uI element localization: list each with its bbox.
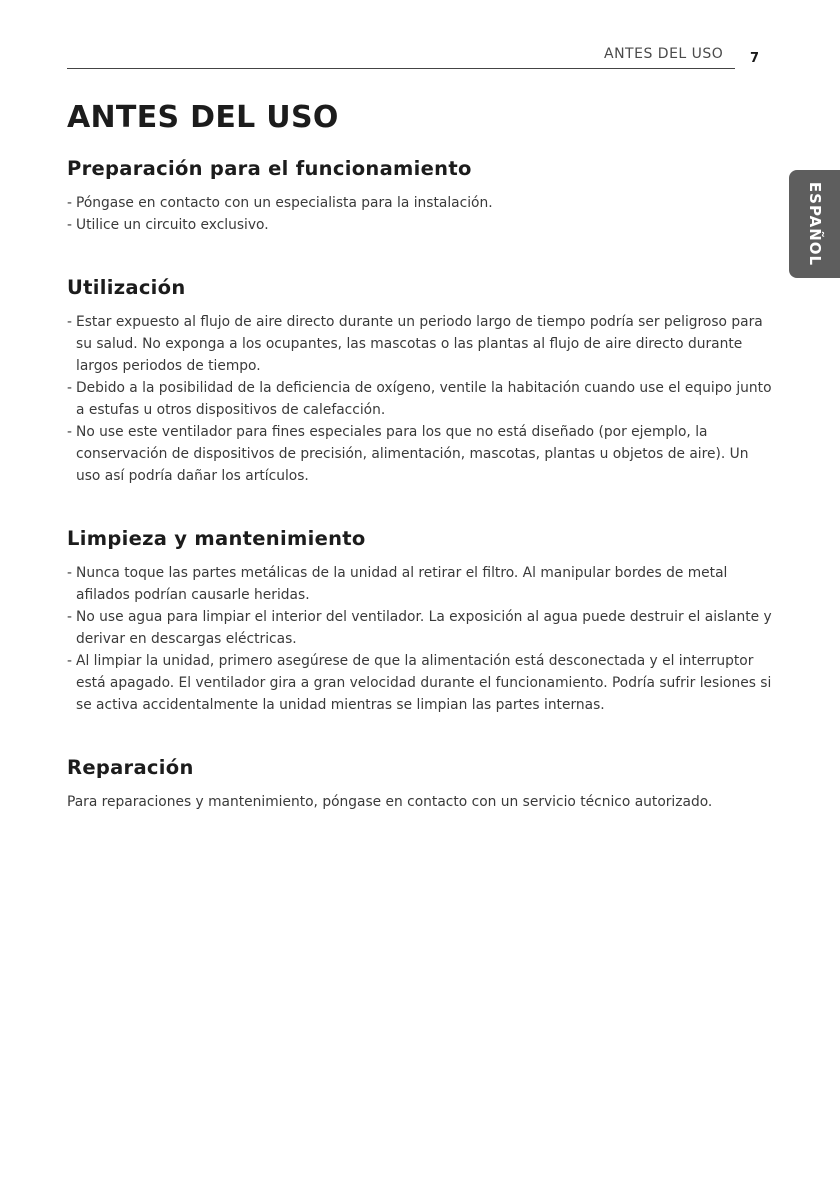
list-item: - No use este ventilador para fines especiales para los que no está diseñado (por ejemplo, la conservación de dispositivos de precisión, alimentación, mascotas, plantas u objetos de aire). Un uso así podría dañar los artículos. (67, 421, 773, 487)
page-number: 7 (750, 51, 760, 66)
section-heading: Preparación para el funcionamiento (67, 157, 472, 180)
page-content (67, 100, 773, 853)
running-header: ANTES DEL USO (604, 46, 724, 62)
section-reparacion (67, 756, 773, 813)
bullet-list (67, 562, 773, 716)
section-heading: Utilización (67, 276, 186, 299)
section-heading: Reparación (67, 756, 194, 779)
bullet-list (67, 311, 773, 487)
section-utilizacion (67, 276, 773, 487)
header-divider (67, 68, 735, 69)
list-item: - Debido a la posibilidad de la deficiencia de oxígeno, ventile la habitación cuando use el equipo junto a estufas u otros dispositivos de calefacción. (67, 377, 773, 421)
language-tab-label: ESPAÑOL (805, 181, 824, 267)
list-item: - Póngase en contacto con un especialista para la instalación. (67, 192, 773, 214)
page-title: ANTES DEL USO (67, 100, 339, 135)
list-item: - Al limpiar la unidad, primero asegúrese de que la alimentación está desconectada y el interruptor está apagado. El ventilador gira a gran velocidad durante el funcionamiento. Podría sufrir lesiones si se activa accidentalmente la unidad mientras se limpian las partes internas. (67, 650, 773, 716)
section-limpieza (67, 527, 773, 716)
paragraph: Para reparaciones y mantenimiento, póngase en contacto con un servicio técnico autorizado. (67, 794, 713, 810)
section-preparacion (67, 157, 773, 236)
language-tab (789, 170, 840, 278)
list-item: - Estar expuesto al flujo de aire directo durante un periodo largo de tiempo podría ser peligroso para su salud. No exponga a los ocupantes, las mascotas o las plantas al flujo de aire directo durante largos periodos de tiempo. (67, 311, 773, 377)
list-item: - Utilice un circuito exclusivo. (67, 214, 773, 236)
list-item: - No use agua para limpiar el interior del ventilador. La exposición al agua puede destruir el aislante y derivar en descargas eléctricas. (67, 606, 773, 650)
bullet-list (67, 192, 773, 236)
section-heading: Limpieza y mantenimiento (67, 527, 366, 550)
list-item: - Nunca toque las partes metálicas de la unidad al retirar el filtro. Al manipular bordes de metal afilados podrían causarle heridas. (67, 562, 773, 606)
